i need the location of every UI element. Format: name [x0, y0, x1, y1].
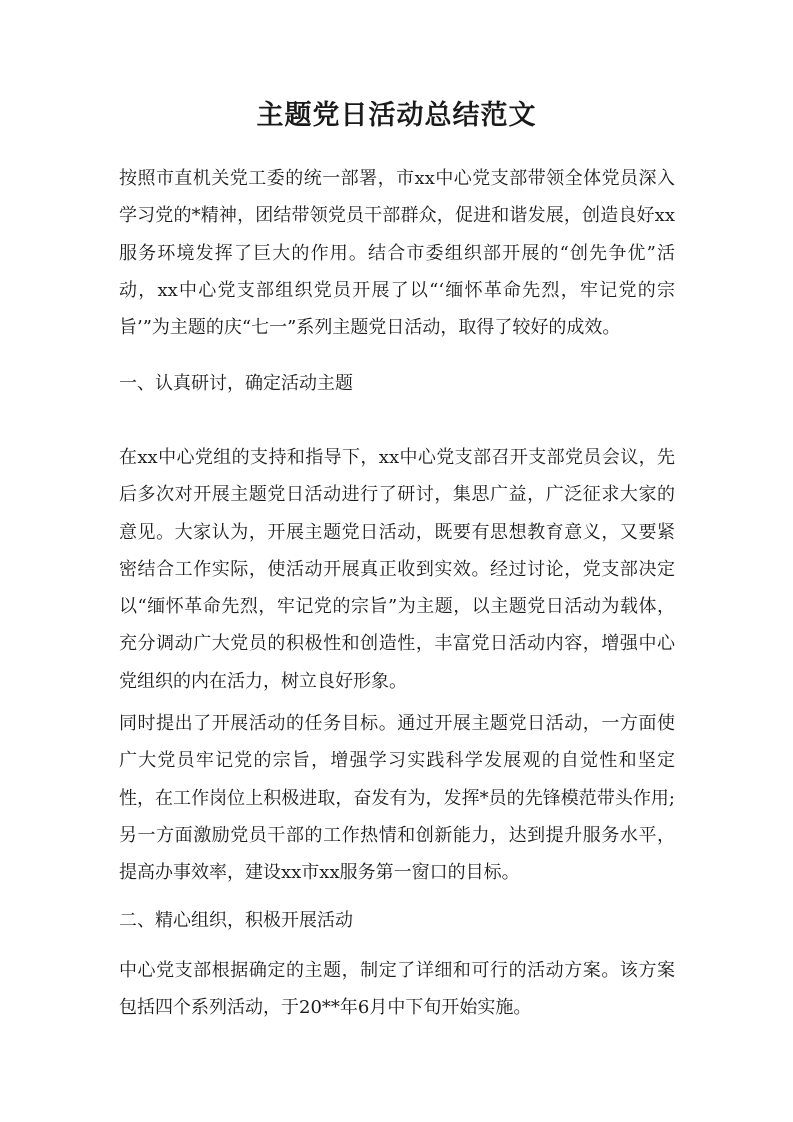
section-heading-2: 二、精心组织，积极开展活动 [119, 910, 353, 931]
section-1-paragraph-1: 在xx中心党组的支持和指导下，xx中心党支部召开支部党员会议，先后多次对开展主题党日活动进行了研讨，集思广益，广泛征求大家的意见。大家认为，开展主题党日活动，既要有思想教育意义，又要紧密结合工作实际，使活动开展真正收到实效。经过讨论，党支部决定以“缅怀革命先烈，牢记党的宗旨”为主题，以主题党日活动为载体，充分调动广大党员的积极性和创造性，丰富党日活动内容，增强中心党组织的内在活力，树立良好形象。 [119, 447, 675, 692]
intro-paragraph: 按照市直机关党工委的统一部署，市xx中心党支部带领全体党员深入学习党的*精神，团结带领党员干部群众，促进和谐发展，创造良好xx服务环境发挥了巨大的作用。结合市委组织部开展的“创先争优”活动，xx中心党支部组织党员开展了以“‘缅怀革命先烈，牢记党的宗旨’”为主题的庆“七一”系列主题党日活动，取得了较好的成效。 [119, 168, 675, 339]
document-title: 主题党日活动总结范文 [256, 100, 537, 131]
section-heading-1: 一、认真研讨，确定活动主题 [119, 373, 353, 394]
section-2-paragraph-1: 中心党支部根据确定的主题，制定了详细和可行的活动方案。该方案包括四个系列活动，于20**年6月中下旬开始实施。 [119, 960, 675, 1019]
section-1-paragraph-2: 同时提出了开展活动的任务目标。通过开展主题党日活动，一方面使广大党员牢记党的宗旨，增强学习实践科学发展观的自觉性和坚定性，在工作岗位上积极进取，奋发有为，发挥*员的先锋模范带头作用;另一方面激励党员干部的工作热情和创新能力，达到提升服务水平，提高办事效率，建设xx市xx服务第一窗口的目标。 [119, 713, 675, 884]
